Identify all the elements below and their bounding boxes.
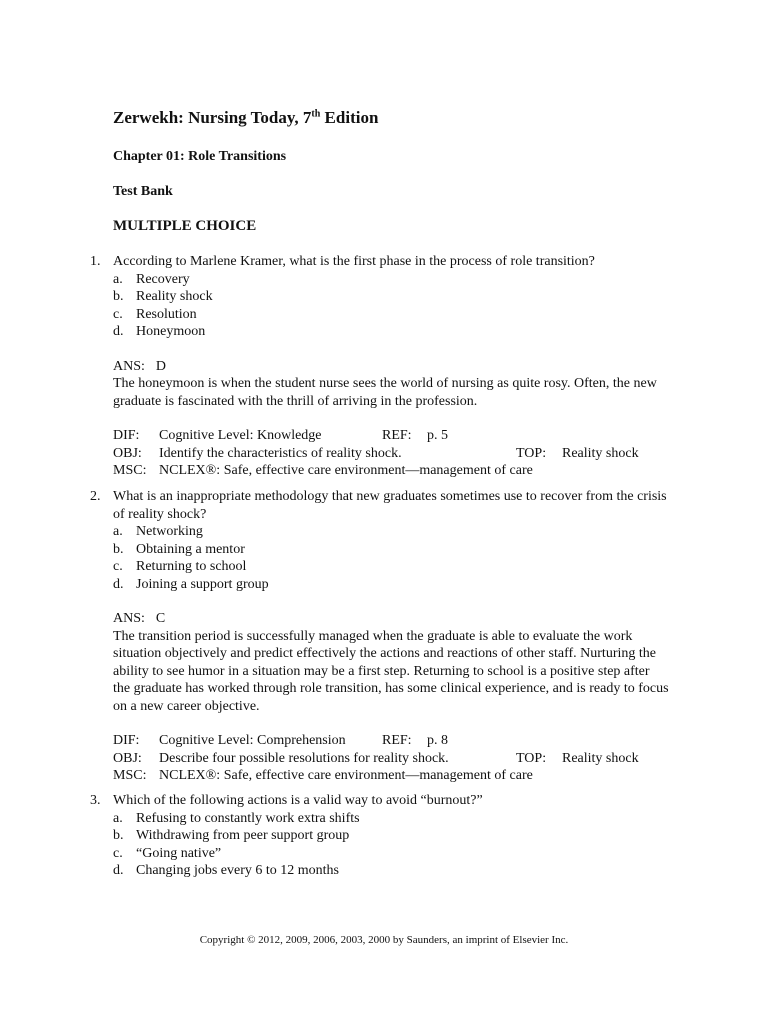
rationale: The honeymoon is when the student nurse sees the world of nursing as quite rosy. Often, the new graduate is fascinated with the thrill of arriving in the profession. <box>113 376 657 409</box>
answer-line <box>113 358 670 376</box>
choice-text: Honeymoon <box>136 324 206 339</box>
choice-letter: b. <box>113 289 124 304</box>
answer-value: C <box>155 611 166 626</box>
choice-list <box>113 810 670 880</box>
obj-label: OBJ: <box>113 750 142 766</box>
ref-value: p. 5 <box>427 428 448 443</box>
answer-line <box>113 610 670 628</box>
choice-letter: b. <box>113 828 124 843</box>
choice <box>113 323 670 341</box>
choice-text: Changing jobs every 6 to 12 months <box>136 863 339 878</box>
obj-value: Describe four possible resolutions for reality shock. <box>159 750 449 766</box>
answer-label: ANS: <box>113 358 145 374</box>
choice-letter: d. <box>113 863 124 878</box>
choice <box>113 576 670 594</box>
test-bank-heading: Test Bank <box>113 184 173 199</box>
title-main: Zerwekh: Nursing Today, 7 <box>113 108 312 127</box>
section-heading: MULTIPLE CHOICE <box>113 218 257 234</box>
msc-value: NCLEX®: Safe, effective care environment—management of care <box>159 463 533 478</box>
rationale: The transition period is successfully managed when the graduate is able to evaluate the work situation objectively and predict effectively the actions and reactions of other staff. Nurturing the ability to see humor in a situation may be a first step. Returning to school is a positive step after the graduate has worked through role transition, has some clinical experience, and is ready to focus on a new career objective. <box>113 628 669 714</box>
choice-text: Resolution <box>136 306 197 322</box>
title-end: Edition <box>320 108 379 127</box>
top-label: TOP: <box>516 445 547 461</box>
choice-text: “Going native” <box>136 845 222 861</box>
copyright-footer: Copyright © 2012, 2009, 2006, 2003, 2000 by Saunders, an imprint of Elsevier Inc. <box>199 934 569 946</box>
choice-letter: d. <box>113 324 124 339</box>
choice <box>113 827 670 845</box>
choice <box>113 523 670 541</box>
msc-value: NCLEX®: Safe, effective care environment—management of care <box>159 768 533 783</box>
choice-letter: c. <box>113 559 123 574</box>
choice-letter: c. <box>113 306 123 322</box>
choice-letter: a. <box>113 271 123 287</box>
choice <box>113 306 670 324</box>
choice-text: Reality shock <box>136 289 213 304</box>
dif-value: Cognitive Level: Knowledge <box>159 428 322 443</box>
question-number: 1. <box>90 254 101 269</box>
title-superscript: th <box>311 108 321 120</box>
top-label: TOP: <box>516 750 547 766</box>
choice <box>113 288 670 306</box>
chapter-heading: Chapter 01: Role Transitions <box>113 149 287 164</box>
choice-text: Withdrawing from peer support group <box>136 828 350 843</box>
choice-text: Refusing to constantly work extra shifts <box>136 810 360 826</box>
dif-label: DIF: <box>113 733 140 748</box>
choice-text: Recovery <box>136 271 190 287</box>
choice <box>113 541 670 559</box>
msc-label: MSC: <box>113 768 147 783</box>
question-text: According to Marlene Kramer, what is the first phase in the process of role transition? <box>113 254 595 269</box>
obj-label: OBJ: <box>113 445 142 461</box>
question-metadata <box>113 732 670 785</box>
choice-list <box>113 523 670 593</box>
choice-list <box>113 271 670 341</box>
choice-letter: b. <box>113 541 124 557</box>
choice-text: Networking <box>136 524 203 539</box>
top-value: Reality shock <box>562 750 639 766</box>
choice <box>113 845 670 863</box>
dif-value: Cognitive Level: Comprehension <box>159 733 346 748</box>
question-number: 3. <box>90 793 101 808</box>
document-title <box>113 108 378 128</box>
top-value: Reality shock <box>562 445 639 461</box>
msc-label: MSC: <box>113 463 147 478</box>
choice-letter: a. <box>113 524 123 539</box>
question-number: 2. <box>90 489 101 504</box>
answer-label: ANS: <box>113 611 145 626</box>
choice <box>113 862 670 880</box>
ref-value: p. 8 <box>427 733 448 748</box>
question-text: What is an inappropriate methodology that new graduates sometimes use to recover from the crisis of reality shock? <box>113 489 667 522</box>
question-metadata <box>113 427 670 480</box>
choice-text: Returning to school <box>136 559 247 574</box>
question-2 <box>90 488 670 785</box>
choice <box>113 810 670 828</box>
question-3 <box>90 792 670 880</box>
question-text: Which of the following actions is a valid way to avoid “burnout?” <box>113 793 483 808</box>
dif-label: DIF: <box>113 428 140 443</box>
ref-label: REF: <box>382 733 412 748</box>
choice-letter: c. <box>113 845 123 861</box>
obj-value: Identify the characteristics of reality shock. <box>159 445 402 461</box>
choice-text: Joining a support group <box>136 576 269 592</box>
choice-letter: d. <box>113 576 124 592</box>
choice <box>113 558 670 576</box>
question-1 <box>90 253 670 480</box>
choice-text: Obtaining a mentor <box>136 541 245 557</box>
ref-label: REF: <box>382 428 412 443</box>
answer-value: D <box>155 358 167 374</box>
choice-letter: a. <box>113 810 123 826</box>
choice <box>113 271 670 289</box>
